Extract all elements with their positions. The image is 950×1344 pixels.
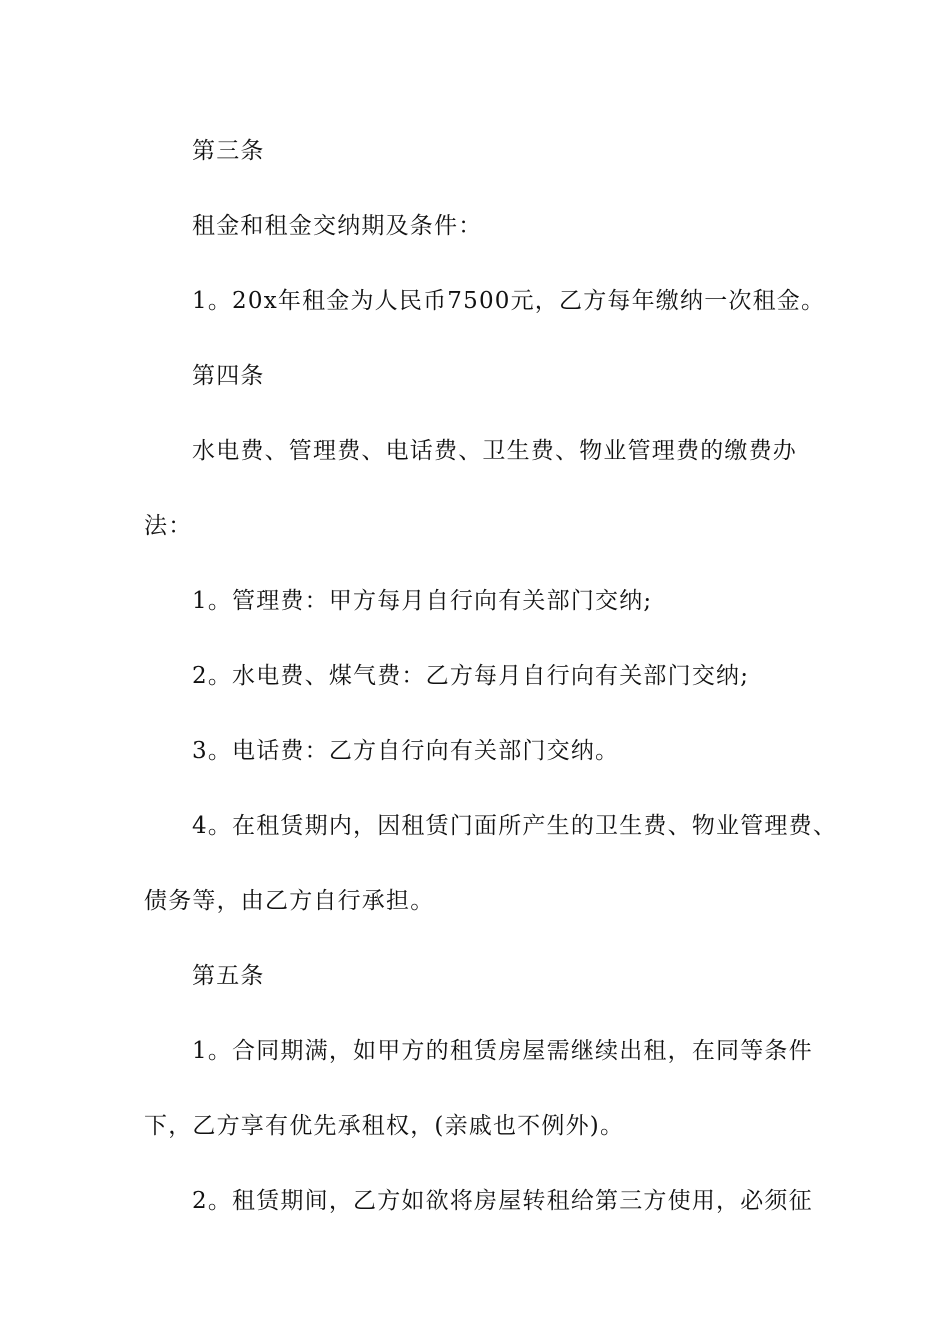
article-3-heading: 第三条 [192,138,265,164]
renewal-clause-1-line-2: 下，乙方享有优先承租权，(亲戚也不例外)。 [144,1113,625,1139]
fees-intro-line-2: 法： [144,513,193,539]
article-4-heading: 第四条 [192,363,265,389]
rent-clause-1: 1。20x年租金为人民币7500元，乙方每年缴纳一次租金。 [192,288,826,314]
fees-intro-line-1: 水电费、管理费、电话费、卫生费、物业管理费的缴费办 [192,438,797,464]
renewal-clause-1-line-1: 1。合同期满，如甲方的租赁房屋需继续出租，在同等条件 [192,1038,813,1064]
fees-clause-4-line-1: 4。在租赁期内，因租赁门面所产生的卫生费、物业管理费、 [192,813,838,839]
fees-clause-4-line-2: 债务等，由乙方自行承担。 [144,888,435,914]
fees-clause-1: 1。管理费：甲方每月自行向有关部门交纳; [192,588,653,614]
article-5-heading: 第五条 [192,963,265,989]
fees-clause-3: 3。电话费：乙方自行向有关部门交纳。 [192,738,620,764]
sublease-clause-2-line-1: 2。租赁期间，乙方如欲将房屋转租给第三方使用，必须征 [192,1188,813,1214]
rent-terms-heading: 租金和租金交纳期及条件： [192,213,483,239]
fees-clause-2: 2。水电费、煤气费：乙方每月自行向有关部门交纳; [192,663,750,689]
